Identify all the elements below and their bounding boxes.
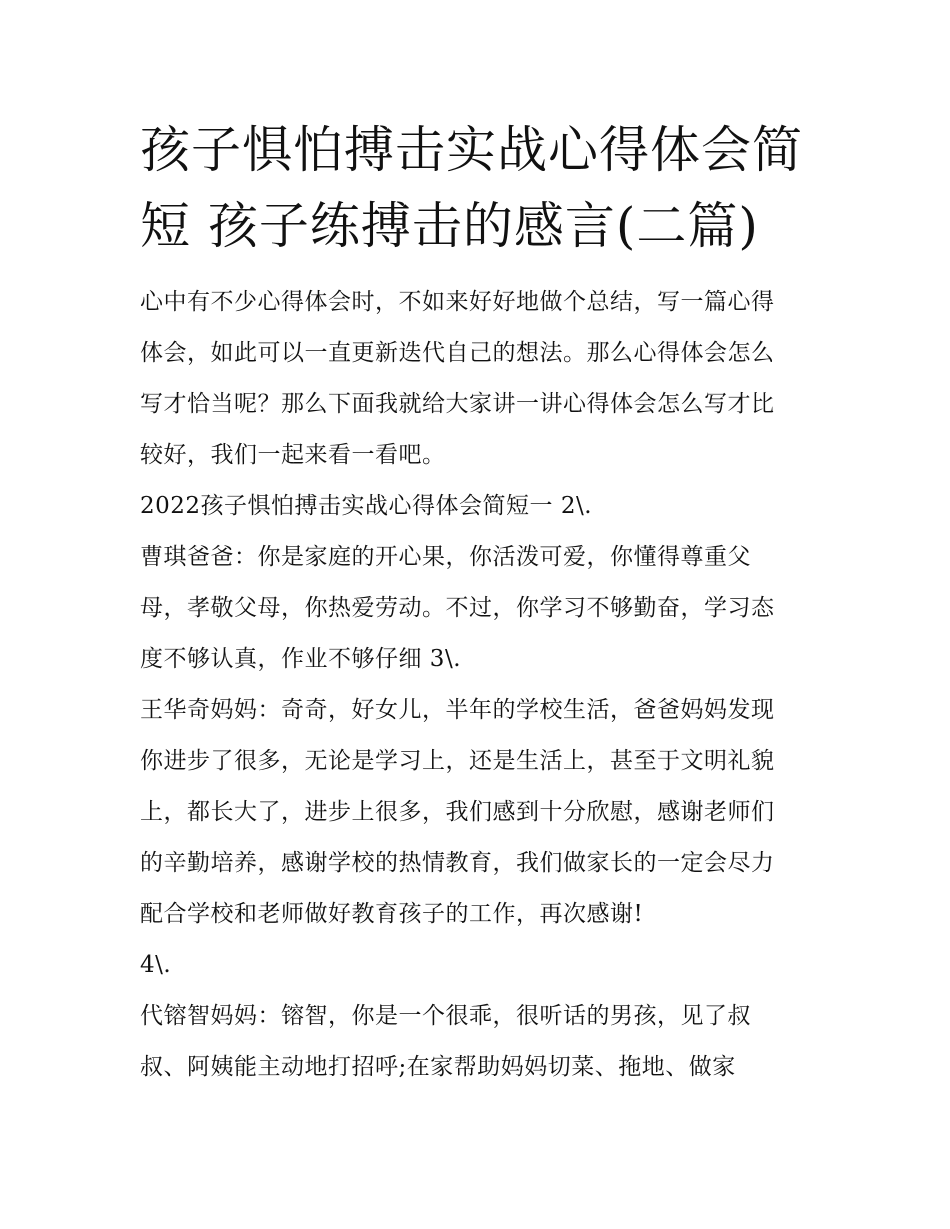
text-line: 较好，我们一起来看一看吧。 xyxy=(140,442,446,468)
text-line: 你进步了很多，无论是学习上，还是生活上，甚至于文明礼貌 xyxy=(140,748,775,774)
text-line: 上，都长大了，进步上很多，我们感到十分欣慰，感谢老师们 xyxy=(140,799,775,825)
title-line: 短 孩子练搏击的感言(二篇) xyxy=(140,197,759,255)
document-body xyxy=(140,277,820,1093)
text-line: 写才恰当呢？那么下面我就给大家讲一讲心得体会怎么写才比 xyxy=(140,391,775,417)
text-line: 曹琪爸爸：你是家庭的开心果，你活泼可爱，你懂得尊重父 xyxy=(140,544,751,570)
text-line: 2022孩子惧怕搏击实战心得体会简短一 2\. xyxy=(140,493,593,519)
text-line: 的辛勤培养，感谢学校的热情教育，我们做家长的一定会尽力 xyxy=(140,850,775,876)
comment-paragraph xyxy=(140,532,820,685)
title-line: 孩子惧怕搏击实战心得体会简 xyxy=(140,121,803,179)
intro-paragraph xyxy=(140,277,820,481)
numbered-marker xyxy=(140,940,820,991)
comment-paragraph xyxy=(140,685,820,940)
text-line: 叔、阿姨能主动地打招呼;在家帮助妈妈切菜、拖地、做家 xyxy=(140,1054,736,1080)
text-line: 代镕智妈妈：镕智，你是一个很乖，很听话的男孩，见了叔 xyxy=(140,1003,751,1029)
text-line: 体会，如此可以一直更新迭代自己的想法。那么心得体会怎么 xyxy=(140,340,775,366)
text-line: 王华奇妈妈：奇奇，好女儿，半年的学校生活，爸爸妈妈发现 xyxy=(140,697,775,723)
section-heading xyxy=(140,481,820,532)
text-line: 心中有不少心得体会时，不如来好好地做个总结，写一篇心得 xyxy=(140,289,775,315)
text-line: 4\. xyxy=(140,952,172,978)
text-line: 母，孝敬父母，你热爱劳动。不过，你学习不够勤奋，学习态 xyxy=(140,595,775,621)
comment-paragraph xyxy=(140,991,820,1093)
text-line: 度不够认真，作业不够仔细 3\. xyxy=(140,646,462,672)
text-line: 配合学校和老师做好教育孩子的工作，再次感谢! xyxy=(140,901,644,927)
document-title xyxy=(140,112,820,264)
